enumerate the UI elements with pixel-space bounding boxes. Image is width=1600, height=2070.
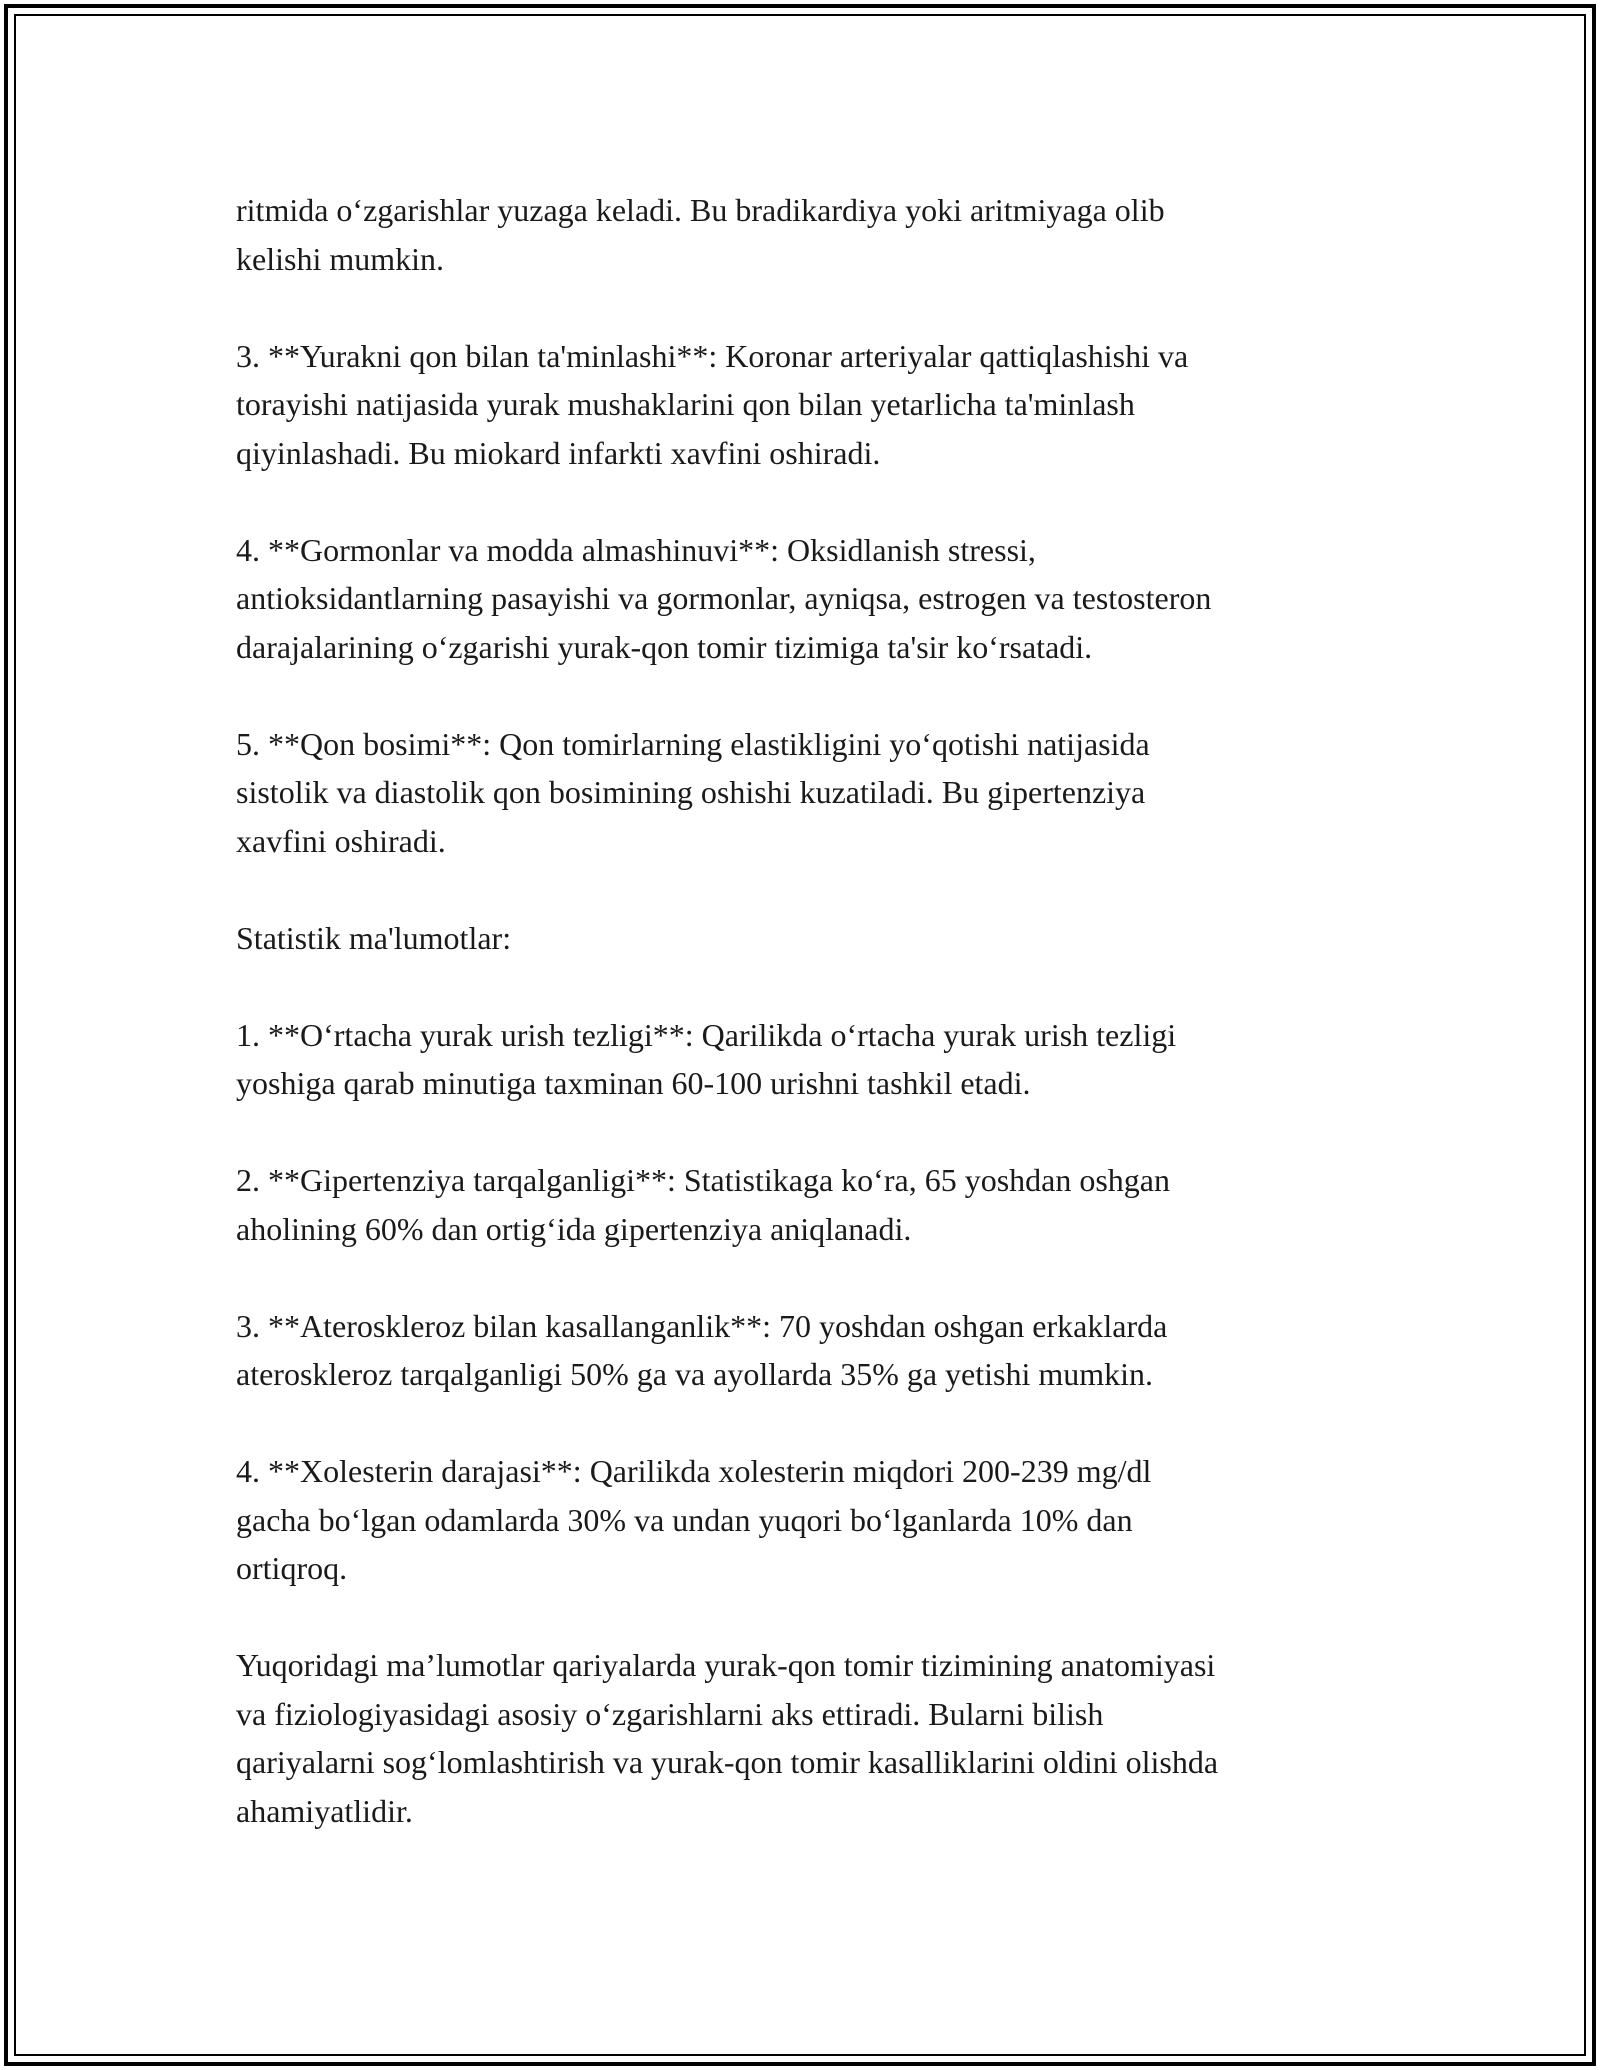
paragraph-blood-pressure: 5. **Qon bosimi**: Qon tomirlarning elastikligini yo‘qotishi natijasida sistolik va diastolik qon bosimining oshishi kuzatiladi. Bu gipertenziya xavfini oshiradi. (236, 725, 1150, 859)
paragraph-cholesterol-stat: 4. **Xolesterin darajasi**: Qarilikda xolesterin miqdori 200-239 mg/dl gacha bo‘lgan odamlarda 30% va undan yuqori bo‘lganlarda 10% dan ortiqroq. (236, 1453, 1152, 1586)
paragraph-heart-rhythm: ritmida o‘zgarishlar yuzaga keladi. Bu bradikardiya yoki aritmiyaga olib kelishi mumkin. (236, 192, 1165, 277)
paragraph-conclusion: Yuqoridagi ma’lumotlar qariyalarda yurak-qon tomir tizimining anatomiyasi va fiziologiyasidagi asosiy o‘zgarishlarni aks ettiradi. Bularni bilish qariyalarni sog‘lomlashtirish va yurak-qon tomir kasalliklarini oldini olishda ahamiyatlidir. (236, 1647, 1219, 1829)
section-heading-statistics: Statistik ma'lumotlar: (236, 919, 512, 956)
paragraph-atherosclerosis-stat: 3. **Ateroskleroz bilan kasallanganlik**: 70 yoshdan oshgan erkaklarda ateroskleroz tarqalganligi 50% ga va ayollarda 35% ga yetishi mumkin. (236, 1307, 1168, 1392)
paragraph-hormones: 4. **Gormonlar va modda almashinuvi**: Oksidlanish stressi, antioksidantlarning pasayishi va gormonlar, ayniqsa, estrogen va testosteron darajalarining o‘zgarishi yurak-qon tomir tizimiga ta'sir ko‘rsatadi. (236, 531, 1212, 665)
paragraph-heart-rate-stat: 1. **O‘rtacha yurak urish tezligi**: Qarilikda o‘rtacha yurak urish tezligi yoshiga qarab minutiga taxminan 60-100 urishni tashkil etadi. (236, 1016, 1177, 1101)
paragraph-hypertension-stat: 2. **Gipertenziya tarqalganligi**: Statistikaga ko‘ra, 65 yoshdan oshgan aholining 60% dan ortig‘ida gipertenziya aniqlanadi. (236, 1162, 1170, 1247)
paragraph-blood-supply: 3. **Yurakni qon bilan ta'minlashi**: Koronar arteriyalar qattiqlashishi va torayishi natijasida yurak mushaklarini qon bilan yetarlicha ta'minlash qiyinlashadi. Bu miokard infarkti xavfini oshiradi. (236, 337, 1189, 471)
document-body (236, 186, 1376, 1884)
